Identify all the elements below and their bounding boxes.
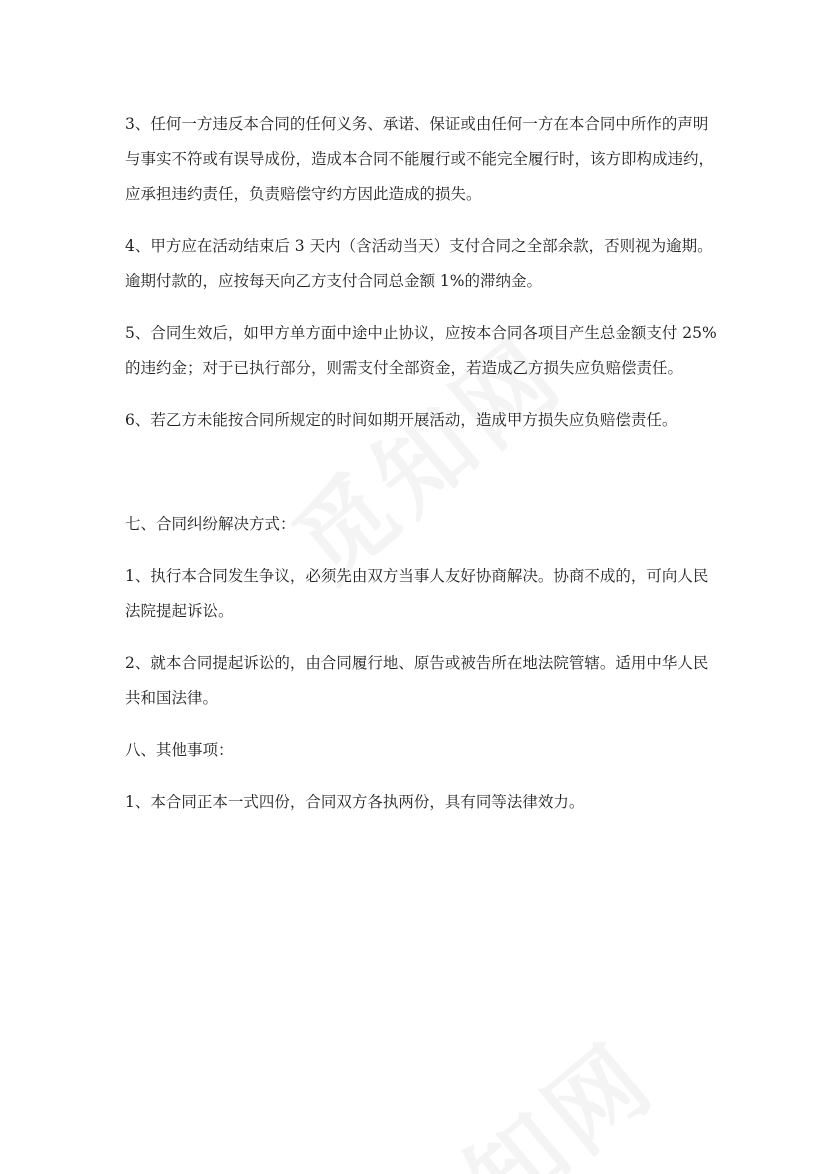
section-7-item-1: 1、执行本合同发生争议，必须先由双方当事人友好协商解决。协商不成的，可向人民法院提起诉讼。 — [125, 567, 709, 620]
clause-6-paragraph: 6、若乙方未能按合同所规定的时间如期开展活动，造成甲方损失应负赔偿责任。 — [125, 411, 678, 429]
section-spacer — [125, 455, 717, 507]
watermark — [352, 1006, 679, 1174]
section-8-item-1: 1、本合同正本一式四份，合同双方各执两份，具有同等法律效力。 — [125, 793, 585, 811]
clause-4-paragraph: 4、甲方应在活动结束后 3 天内（含活动当天）支付合同之全部余款，否则视为逾期。逾期付款的，应按每天向乙方支付合同总金额 1%的滞纳金。 — [125, 237, 713, 290]
section-8-heading: 八、其他事项： — [125, 741, 234, 759]
document-body — [125, 107, 717, 837]
section-7-heading: 七、合同纠纷解决方式： — [125, 515, 296, 533]
clause-3-paragraph: 3、任何一方违反本合同的任何义务、承诺、保证或由任何一方在本合同中所作的声明与事实不符或有误导成份，造成本合同不能履行或不能完全履行时，该方即构成违约，应承担违约责任，负责赔偿守约方因此造成的损失。 — [125, 115, 715, 203]
clause-5-paragraph: 5、合同生效后，如甲方单方面中途中止协议，应按本合同各项目产生总金额支付 25%的违约金；对于已执行部分，则需支付全部资金，若造成乙方损失应负赔偿责任。 — [125, 324, 717, 377]
section-7-item-2: 2、就本合同提起诉讼的，由合同履行地、原告或被告所在地法院管辖。适用中华人民共和国法律。 — [125, 654, 709, 707]
